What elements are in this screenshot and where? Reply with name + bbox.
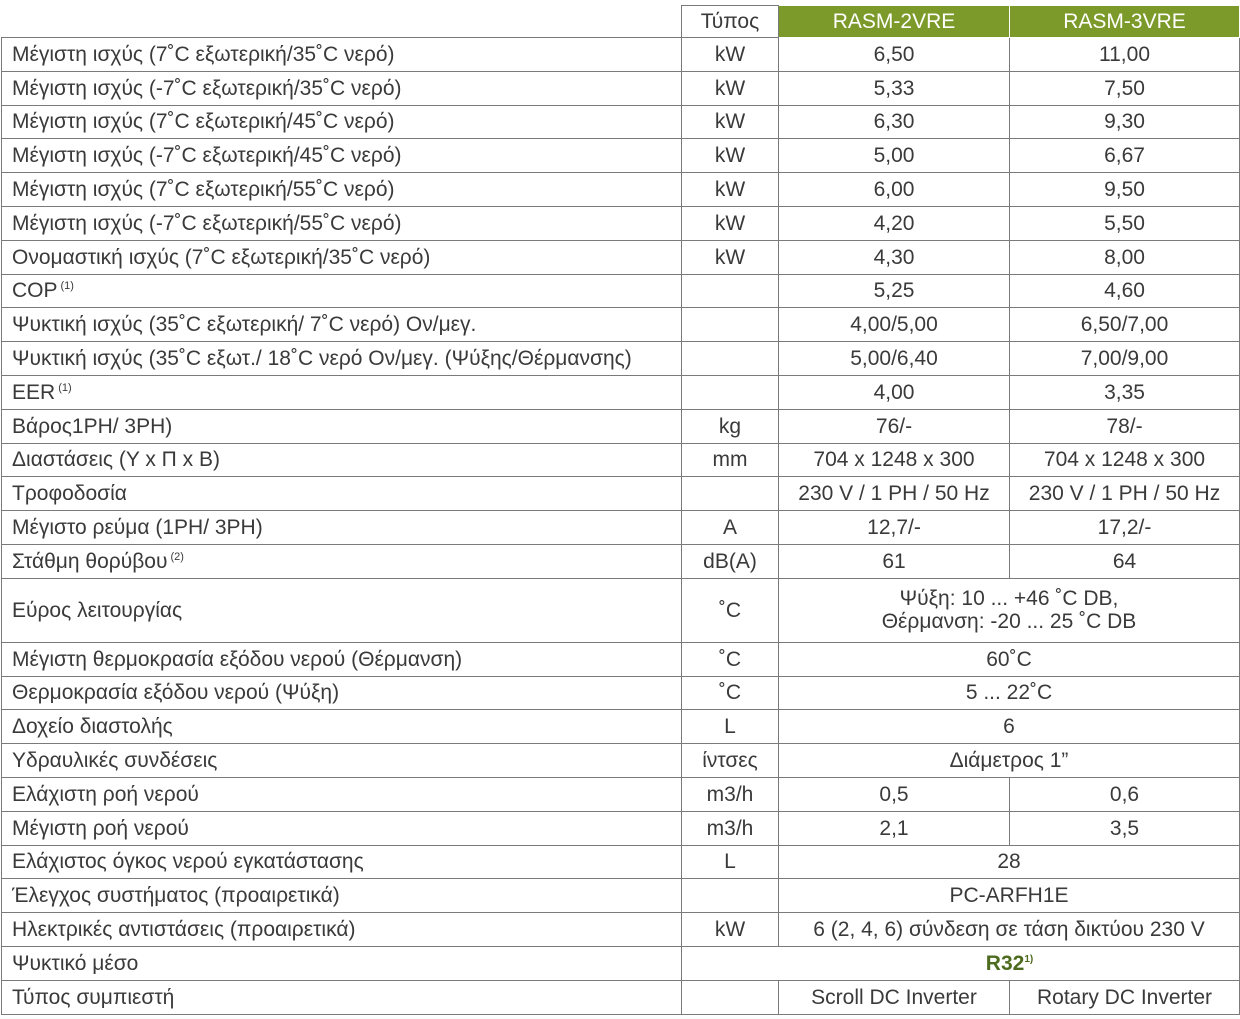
row-value-rasm-2vre: 12,7/- xyxy=(779,511,1010,545)
row-label: Ελάχιστος όγκος νερού εγκατάστασης xyxy=(2,845,682,879)
row-value-rasm-2vre: 6,30 xyxy=(779,105,1010,139)
row-value-rasm-2vre: 0,5 xyxy=(779,777,1010,811)
row-unit: dB(A) xyxy=(682,544,779,578)
row-value-rasm-2vre: 704 x 1248 x 300 xyxy=(779,443,1010,477)
row-unit: kW xyxy=(682,38,779,72)
row-value-both: 28 xyxy=(779,845,1240,879)
table-row xyxy=(2,710,1240,744)
row-label-cell xyxy=(2,544,682,578)
row-label: Δοχείο διαστολής xyxy=(2,710,682,744)
row-value-rasm-2vre: 5,00/6,40 xyxy=(779,342,1010,376)
row-label: Ψυκτικό μέσο xyxy=(2,946,682,980)
row-value-rasm-3vre: 6,50/7,00 xyxy=(1010,308,1240,342)
table-row xyxy=(2,38,1240,72)
row-unit: kW xyxy=(682,173,779,207)
table-row xyxy=(2,206,1240,240)
row-unit xyxy=(682,274,779,308)
row-value-rasm-2vre: 230 V / 1 PH / 50 Hz xyxy=(779,477,1010,511)
table-row xyxy=(2,642,1240,676)
table-row xyxy=(2,777,1240,811)
row-unit: ίντσες xyxy=(682,744,779,778)
row-value-both: 5 ... 22˚C xyxy=(779,676,1240,710)
row-label: Μέγιστη ισχύς (7˚C εξωτερική/35˚C νερό) xyxy=(2,38,682,72)
row-value-rasm-2vre: 5,25 xyxy=(779,274,1010,308)
row-value-rasm-3vre: 7,50 xyxy=(1010,71,1240,105)
row-value-rasm-3vre: 64 xyxy=(1010,544,1240,578)
footnote-marker: (1) xyxy=(58,381,72,394)
row-value-rasm-3vre: 4,60 xyxy=(1010,274,1240,308)
row-unit: L xyxy=(682,845,779,879)
row-unit xyxy=(682,342,779,376)
row-label: Μέγιστη ισχύς (7˚C εξωτερική/45˚C νερό) xyxy=(2,105,682,139)
row-value-rasm-3vre: 78/- xyxy=(1010,409,1240,443)
row-value-rasm-2vre: Scroll DC Inverter xyxy=(779,980,1010,1014)
row-value-rasm-3vre: 9,50 xyxy=(1010,173,1240,207)
header-model-rasm-2vre: RASM-2VRE xyxy=(779,6,1010,38)
row-value-rasm-2vre: 2,1 xyxy=(779,811,1010,845)
row-label: Υδραυλικές συνδέσεις xyxy=(2,744,682,778)
row-value-rasm-2vre: 6,50 xyxy=(779,38,1010,72)
row-value-rasm-2vre: 5,33 xyxy=(779,71,1010,105)
row-unit: kW xyxy=(682,240,779,274)
row-label: Τροφοδοσία xyxy=(2,477,682,511)
table-row xyxy=(2,845,1240,879)
row-unit: ˚C xyxy=(682,642,779,676)
row-unit: L xyxy=(682,710,779,744)
table-row xyxy=(2,409,1240,443)
row-label: Μέγιστο ρεύμα (1PH/ 3PH) xyxy=(2,511,682,545)
row-value-both: Διάμετρος 1” xyxy=(779,744,1240,778)
row-unit: kW xyxy=(682,71,779,105)
row-label: Ψυκτική ισχύς (35˚C εξωτ./ 18˚C νερό Ον/μεγ. (Ψύξης/Θέρμανσης) xyxy=(2,342,682,376)
row-label: Βάρος1PH/ 3PH) xyxy=(2,409,682,443)
table-row xyxy=(2,477,1240,511)
operating-range-cooling: Ψύξη: 10 ... +46 ˚C DB, xyxy=(899,587,1119,611)
table-row xyxy=(2,744,1240,778)
row-label: Διαστάσεις (Υ x Π x Β) xyxy=(2,443,682,477)
row-label: Μέγιστη θερμοκρασία εξόδου νερού (Θέρμανση) xyxy=(2,642,682,676)
row-unit xyxy=(682,879,779,913)
refrigerant-value: R32 xyxy=(985,951,1025,975)
row-value-rasm-3vre: 11,00 xyxy=(1010,38,1240,72)
table-row xyxy=(2,71,1240,105)
table-row xyxy=(2,443,1240,477)
row-unit: kW xyxy=(682,139,779,173)
row-unit: A xyxy=(682,511,779,545)
row-unit xyxy=(682,477,779,511)
table-row xyxy=(2,811,1240,845)
row-value-rasm-3vre: 230 V / 1 PH / 50 Hz xyxy=(1010,477,1240,511)
table-row xyxy=(2,139,1240,173)
row-label: Ψυκτική ισχύς (35˚C εξωτερική/ 7˚C νερό) Ον/μεγ. xyxy=(2,308,682,342)
header-type: Τύπος xyxy=(682,6,779,38)
row-label: EER xyxy=(12,380,56,404)
spec-table xyxy=(1,5,1240,1015)
row-value-rasm-2vre: 6,00 xyxy=(779,173,1010,207)
row-unit: kW xyxy=(682,206,779,240)
row-value-rasm-3vre: 17,2/- xyxy=(1010,511,1240,545)
row-label: Στάθμη θορύβου xyxy=(12,549,168,573)
row-value-both: 6 xyxy=(779,710,1240,744)
table-row xyxy=(2,240,1240,274)
row-value-rasm-2vre: 4,00 xyxy=(779,375,1010,409)
table-row xyxy=(2,578,1240,642)
row-label: Τύπος συμπιεστή xyxy=(2,980,682,1014)
table-row xyxy=(2,879,1240,913)
row-unit: ˚C xyxy=(682,676,779,710)
row-value-rasm-3vre: 9,30 xyxy=(1010,105,1240,139)
row-value-rasm-3vre: 7,00/9,00 xyxy=(1010,342,1240,376)
table-row xyxy=(2,946,1240,980)
table-row xyxy=(2,308,1240,342)
row-value-rasm-3vre: Rotary DC Inverter xyxy=(1010,980,1240,1014)
table-row xyxy=(2,511,1240,545)
row-label: Ηλεκτρικές αντιστάσεις (προαιρετικά) xyxy=(2,913,682,947)
row-value-rasm-3vre: 0,6 xyxy=(1010,777,1240,811)
table-row xyxy=(2,342,1240,376)
row-label: Μέγιστη ροή νερού xyxy=(2,811,682,845)
row-value-rasm-2vre: 4,30 xyxy=(779,240,1010,274)
row-unit-empty xyxy=(682,980,779,1014)
row-value-rasm-2vre: 4,20 xyxy=(779,206,1010,240)
row-unit: kW xyxy=(682,913,779,947)
header-model-rasm-3vre: RASM-3VRE xyxy=(1010,6,1240,38)
row-label-cell xyxy=(2,274,682,308)
refrigerant-cell xyxy=(682,946,1240,980)
row-label: Μέγιστη ισχύς (7˚C εξωτερική/55˚C νερό) xyxy=(2,173,682,207)
row-unit: m3/h xyxy=(682,777,779,811)
row-label: Μέγιστη ισχύς (-7˚C εξωτερική/55˚C νερό) xyxy=(2,206,682,240)
row-value-rasm-2vre: 4,00/5,00 xyxy=(779,308,1010,342)
row-label: Μέγιστη ισχύς (-7˚C εξωτερική/45˚C νερό) xyxy=(2,139,682,173)
row-label: COP xyxy=(12,279,58,303)
row-value-rasm-2vre: 5,00 xyxy=(779,139,1010,173)
row-value-both: 6 (2, 4, 6) σύνδεση σε τάση δικτύου 230 V xyxy=(779,913,1240,947)
row-label: Θερμοκρασία εξόδου νερού (Ψύξη) xyxy=(2,676,682,710)
row-label-cell xyxy=(2,375,682,409)
row-unit: m3/h xyxy=(682,811,779,845)
row-unit xyxy=(682,308,779,342)
header-row xyxy=(2,6,1240,38)
table-row xyxy=(2,173,1240,207)
row-value-rasm-2vre: 61 xyxy=(779,544,1010,578)
operating-range-heating: Θέρμανση: -20 ... 25 ˚C DB xyxy=(881,610,1137,634)
row-unit: ˚C xyxy=(682,578,779,642)
row-unit: kW xyxy=(682,105,779,139)
row-value-both xyxy=(779,578,1240,642)
row-value-rasm-3vre: 6,67 xyxy=(1010,139,1240,173)
row-value-rasm-3vre: 5,50 xyxy=(1010,206,1240,240)
row-label: Ελάχιστη ροή νερού xyxy=(2,777,682,811)
row-value-both: 60˚C xyxy=(779,642,1240,676)
header-blank-cell xyxy=(2,6,682,38)
table-row xyxy=(2,980,1240,1014)
footnote-marker: (1) xyxy=(60,280,74,293)
row-label: Μέγιστη ισχύς (-7˚C εξωτερική/35˚C νερό) xyxy=(2,71,682,105)
table-row xyxy=(2,544,1240,578)
row-unit: mm xyxy=(682,443,779,477)
row-value-rasm-2vre: 76/- xyxy=(779,409,1010,443)
footnote-marker: (2) xyxy=(170,550,184,563)
row-value-rasm-3vre: 8,00 xyxy=(1010,240,1240,274)
footnote-marker: 1) xyxy=(1024,953,1034,965)
row-value-both: PC-ARFH1E xyxy=(779,879,1240,913)
row-unit: kg xyxy=(682,409,779,443)
table-row xyxy=(2,676,1240,710)
table-row xyxy=(2,105,1240,139)
row-unit xyxy=(682,375,779,409)
table-row xyxy=(2,274,1240,308)
row-value-rasm-3vre: 3,35 xyxy=(1010,375,1240,409)
row-value-rasm-3vre: 704 x 1248 x 300 xyxy=(1010,443,1240,477)
row-label: Ονομαστική ισχύς (7˚C εξωτερική/35˚C νερό) xyxy=(2,240,682,274)
row-label: Εύρος λειτουργίας xyxy=(2,578,682,642)
row-value-rasm-3vre: 3,5 xyxy=(1010,811,1240,845)
row-label: Έλεγχος συστήματος (προαιρετικά) xyxy=(2,879,682,913)
table-row xyxy=(2,375,1240,409)
table-row xyxy=(2,913,1240,947)
